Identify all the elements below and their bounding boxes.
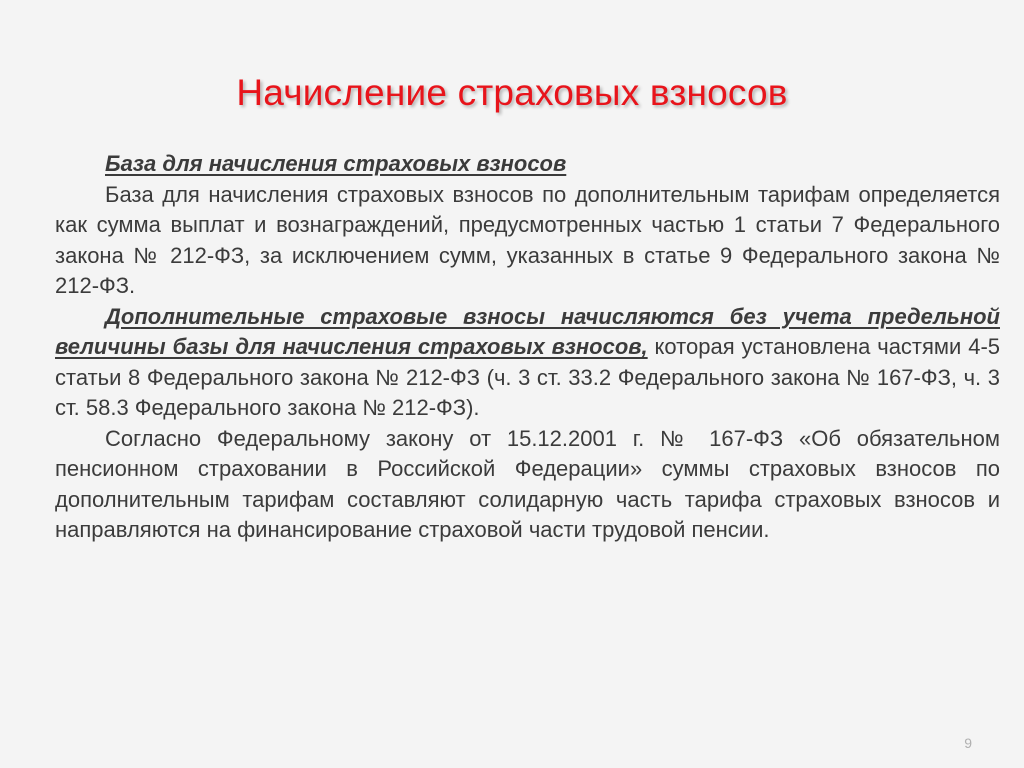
paragraph-additional-contributions: [55, 302, 1000, 424]
paragraph-base-definition: База для начисления страховых взносов по дополнительным тарифам определяется как сумма выплат и вознаграждений, предусмотренных частью 1 статьи 7 Федерального закона № 212-ФЗ, за исключением сумм, указанных в статье 9 Федерального закона № 212-ФЗ.: [55, 181, 1000, 298]
slide-title: Начисление страховых взносов: [236, 72, 788, 113]
paragraph-law-reference: Согласно Федеральному закону от 15.12.2001 г. № 167-ФЗ «Об обязательном пенсионном страховании в Российской Федерации» суммы страховых взносов по дополнительным тарифам составляют солидарную часть тарифа страховых взносов и направляются на финансирование страховой части трудовой пенсии.: [55, 425, 1000, 542]
paragraph-emphasis: Дополнительные страховые взносы начисляются без учета предельной величины базы для начисления страховых взносов,: [55, 303, 1000, 359]
page-number: 9: [964, 735, 972, 751]
section-heading: База для начисления страховых взносов: [105, 151, 567, 176]
paragraph-continuation: которая установлена частями 4-5 статьи 8 Федерального закона № 212-ФЗ (ч. 3 ст. 33.2 Федерального закона № 167-ФЗ, ч. 3 ст. 58.3 Федерального закона № 212-ФЗ).: [55, 334, 1001, 420]
section-heading-line: [55, 149, 1000, 180]
slide-content: [55, 149, 1000, 546]
